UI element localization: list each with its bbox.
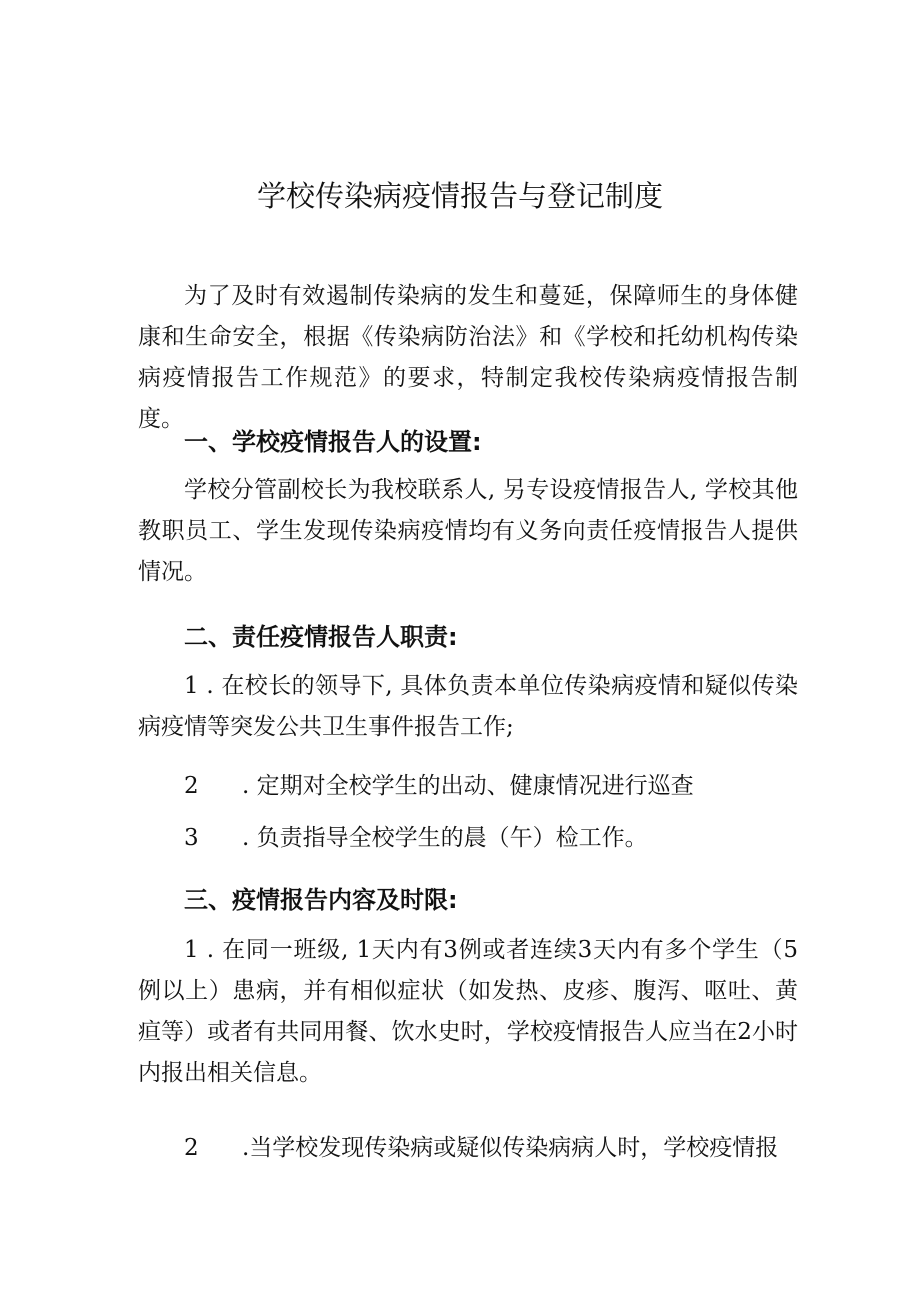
section-3-item-1: 1 . 在同一班级, 1天内有3例或者连续3天内有多个学生（5例以上）患病，并有相似症状（如发热、皮疹、腹泻、呕吐、黄疸等）或者有共同用餐、饮水史时，学校疫情报告人应当在2小时内报出相关信息。 bbox=[138, 937, 798, 1086]
item-number: 2 bbox=[184, 773, 199, 799]
item-number: 2 bbox=[184, 1135, 199, 1161]
section-2-item-1: 1 . 在校长的领导下, 具体负责本单位传染病疫情和疑似传染病疫情等突发公共卫生事件报告工作; bbox=[138, 673, 798, 740]
section-1-heading: 一、学校疫情报告人的设置: bbox=[184, 428, 482, 456]
section-2-item-2 bbox=[184, 768, 804, 804]
section-2-item-3 bbox=[184, 820, 804, 856]
item-text: . 定期对全校学生的出动、健康情况进行巡查 bbox=[242, 773, 694, 799]
section-3-item-2 bbox=[184, 1130, 804, 1166]
item-text: .当学校发现传染病或疑似传染病病人时，学校疫情报 bbox=[242, 1135, 779, 1161]
document-title: 学校传染病疫情报告与登记制度 bbox=[256, 179, 663, 213]
section-1-paragraph: 学校分管副校长为我校联系人, 另专设疫情报告人, 学校其他教职员工、学生发现传染病疫情均有义务向责任疫情报告人提供情况。 bbox=[138, 477, 798, 585]
item-text: . 负责指导全校学生的晨（午）检工作。 bbox=[242, 825, 648, 851]
item-number: 3 bbox=[184, 825, 199, 851]
intro-paragraph: 为了及时有效遏制传染病的发生和蔓延，保障师生的身体健康和生命安全，根据《传染病防治法》和《学校和托幼机构传染病疫情报告工作规范》的要求，特制定我校传染病疫情报告制度。 bbox=[138, 283, 798, 432]
section-3-heading: 三、疫情报告内容及时限: bbox=[184, 886, 458, 914]
section-2-heading: 二、责任疫情报告人职责: bbox=[184, 623, 458, 651]
